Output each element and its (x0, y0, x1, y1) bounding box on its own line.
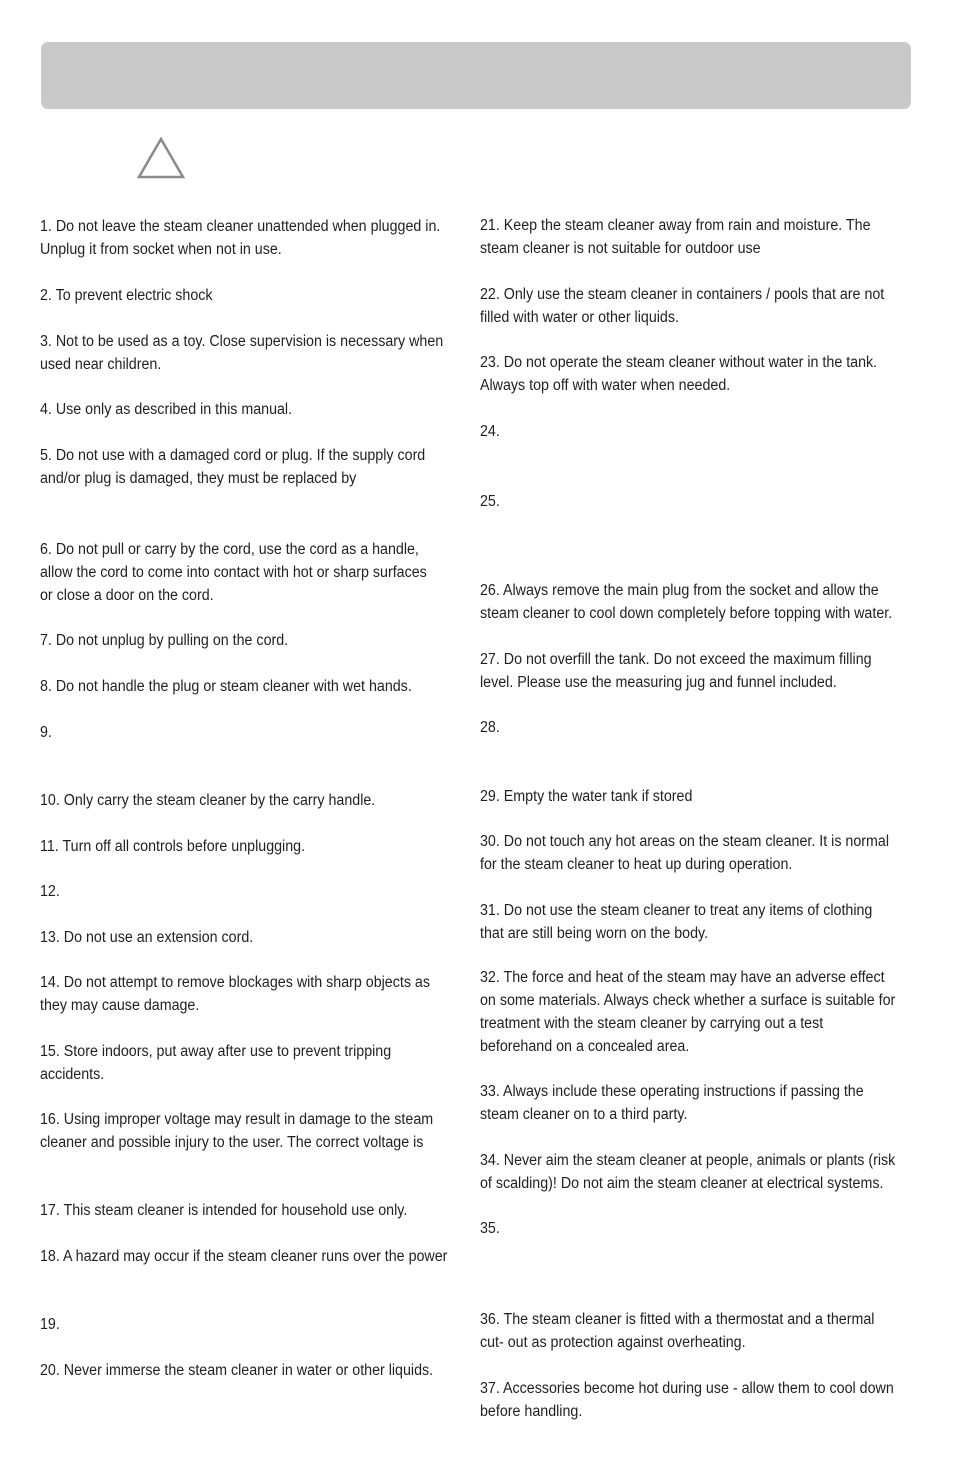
safety-item-5: 5. Do not use with a damaged cord or plug. If the supply cord and/or plug is damaged, they must be replaced by (40, 447, 426, 487)
safety-item-19: 19. (40, 1316, 60, 1333)
safety-item-12: 12. (40, 883, 60, 900)
safety-item-29: 29. Empty the water tank if stored (480, 788, 693, 805)
safety-item-34: 34. Never aim the steam cleaner at people, animals or plants (risk of scalding)! Do not aim the steam cleaner at electrical systems. (480, 1152, 896, 1192)
safety-item-4: 4. Use only as described in this manual. (40, 401, 293, 418)
safety-item-17: 17. This steam cleaner is intended for household use only. (40, 1202, 408, 1219)
safety-item-30: 30. Do not touch any hot areas on the steam cleaner. It is normal for the steam cleaner to heat up during operation. (480, 833, 890, 873)
safety-item-21: 21. Keep the steam cleaner away from rain and moisture. The steam cleaner is not suitable for outdoor use (480, 217, 871, 257)
safety-item-7: 7. Do not unplug by pulling on the cord. (40, 632, 289, 649)
safety-item-16: 16. Using improper voltage may result in damage to the steam cleaner and possible injury to the user. The correct voltage is (40, 1111, 434, 1151)
safety-item-2: 2. To prevent electric shock (40, 287, 213, 304)
safety-item-11: 11. Turn off all controls before unplugging. (40, 838, 306, 855)
safety-item-6: 6. Do not pull or carry by the cord, use the cord as a handle, allow the cord to come into contact with hot or sharp surfaces or close a door on the cord. (40, 541, 427, 604)
header-bar (41, 42, 911, 109)
safety-item-25: 25. (480, 493, 500, 510)
safety-item-13: 13. Do not use an extension cord. (40, 929, 254, 946)
safety-item-22: 22. Only use the steam cleaner in containers / pools that are not filled with water or other liquids. (480, 286, 885, 326)
safety-item-1: 1. Do not leave the steam cleaner unattended when plugged in. Unplug it from socket when not in use. (40, 218, 441, 258)
safety-item-37: 37. Accessories become hot during use - allow them to cool down before handling. (480, 1380, 894, 1420)
safety-item-28: 28. (480, 719, 500, 736)
safety-item-36: 36. The steam cleaner is fitted with a thermostat and a thermal cut- out as protection against overheating. (480, 1311, 875, 1351)
safety-item-10: 10. Only carry the steam cleaner by the carry handle. (40, 792, 376, 809)
safety-item-23: 23. Do not operate the steam cleaner without water in the tank. Always top off with water when needed. (480, 354, 878, 394)
safety-item-20: 20. Never immerse the steam cleaner in water or other liquids. (40, 1362, 434, 1379)
safety-item-35: 35. (480, 1220, 500, 1237)
safety-item-18: 18. A hazard may occur if the steam cleaner runs over the power (40, 1248, 448, 1265)
safety-item-15: 15. Store indoors, put away after use to prevent tripping accidents. (40, 1043, 392, 1083)
safety-item-9: 9. (40, 724, 52, 741)
safety-item-27: 27. Do not overfill the tank. Do not exceed the maximum filling level. Please use the measuring jug and funnel included. (480, 651, 872, 691)
safety-item-32: 32. The force and heat of the steam may have an adverse effect on some materials. Always check whether a surface is suitable for treatment with the steam cleaner by carrying out a test beforehand on a concealed area. (480, 969, 896, 1055)
safety-item-3: 3. Not to be used as a toy. Close supervision is necessary when used near children. (40, 333, 444, 373)
safety-item-31: 31. Do not use the steam cleaner to treat any items of clothing that are still being worn on the body. (480, 902, 873, 942)
safety-item-33: 33. Always include these operating instructions if passing the steam cleaner on to a third party. (480, 1083, 864, 1123)
safety-item-8: 8. Do not handle the plug or steam cleaner with wet hands. (40, 678, 412, 695)
warning-triangle-icon (136, 136, 186, 180)
safety-item-26: 26. Always remove the main plug from the socket and allow the steam cleaner to cool down completely before topping with water. (480, 582, 893, 622)
safety-item-14: 14. Do not attempt to remove blockages with sharp objects as they may cause damage. (40, 974, 430, 1014)
safety-item-24: 24. (480, 423, 500, 440)
